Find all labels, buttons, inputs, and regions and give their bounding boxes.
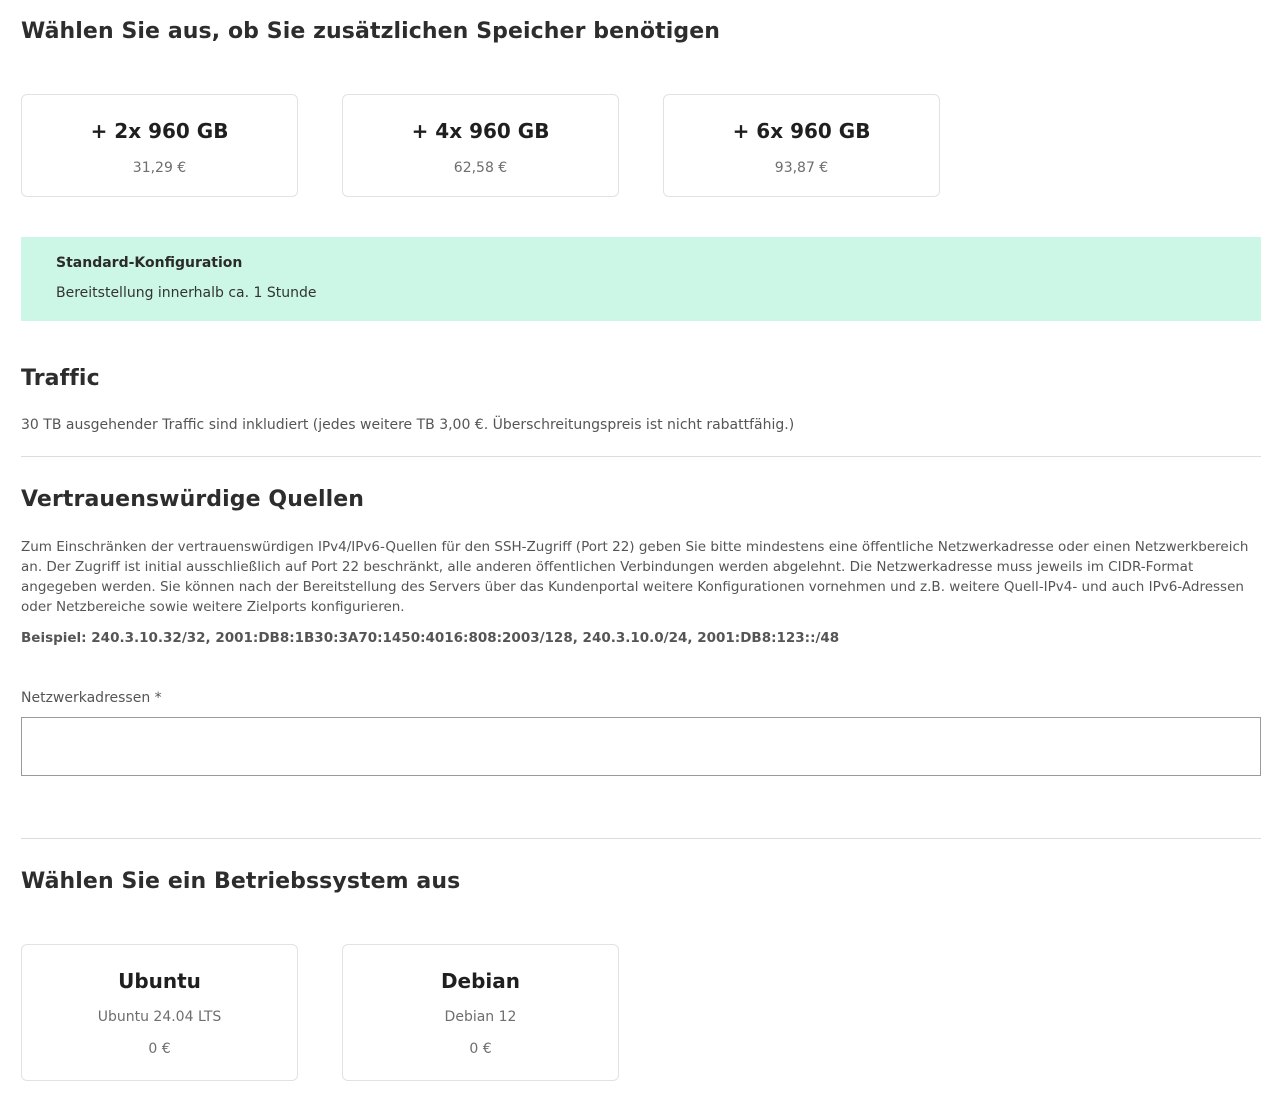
storage-options bbox=[21, 94, 940, 197]
network-addresses-input[interactable] bbox=[21, 717, 1261, 776]
os-option-debian[interactable] bbox=[342, 944, 619, 1081]
storage-option-label: + 2x 960 GB bbox=[90, 119, 229, 143]
os-option-price: 0 € bbox=[469, 1041, 492, 1057]
standard-configuration-banner bbox=[21, 237, 1261, 321]
network-addresses-label: Netzwerkadressen * bbox=[21, 690, 162, 706]
trusted-sources-title: Vertrauenswürdige Quellen bbox=[21, 487, 365, 512]
storage-option-label: + 6x 960 GB bbox=[732, 119, 871, 143]
traffic-section-title: Traffic bbox=[21, 366, 100, 391]
trusted-sources-description: Zum Einschränken der vertrauenswürdigen IPv4/IPv6-Quellen für den SSH-Zugriff (Port 22) geben Sie bitte mindestens eine öffentliche Netzwerkadresse oder einen Netzwerkbereich an. Der Zugriff ist initial ausschließlich auf Port 22 beschränkt, alle anderen öffentlichen Verbindungen werden abgelehnt. Die Netzwerkadresse muss jeweils im CIDR-Format angegeben werden. Sie können nach der Bereitstellung des Servers über das Kundenportal weitere Konfigurationen vornehmen und z.B. weitere Quell-IPv4- und auch IPv6-Adressen oder Netzbereiche sowie weitere Zielports konfigurieren. bbox=[21, 539, 1249, 615]
storage-option-4x960[interactable] bbox=[342, 94, 619, 197]
banner-text: Bereitstellung innerhalb ca. 1 Stunde bbox=[56, 285, 317, 301]
storage-option-price: 62,58 € bbox=[453, 160, 508, 176]
storage-option-2x960[interactable] bbox=[21, 94, 298, 197]
os-option-version: Debian 12 bbox=[444, 1009, 517, 1025]
storage-option-6x960[interactable] bbox=[663, 94, 940, 197]
os-section-title: Wählen Sie ein Betriebssystem aus bbox=[21, 869, 461, 894]
os-option-price: 0 € bbox=[148, 1041, 171, 1057]
storage-option-price: 93,87 € bbox=[774, 160, 829, 176]
storage-option-price: 31,29 € bbox=[132, 160, 187, 176]
os-option-version: Ubuntu 24.04 LTS bbox=[97, 1009, 222, 1025]
traffic-description: 30 TB ausgehender Traffic sind inkludiert (jedes weitere TB 3,00 €. Überschreitungspreis ist nicht rabattfähig.) bbox=[21, 417, 795, 433]
section-divider bbox=[21, 838, 1261, 839]
os-option-ubuntu[interactable] bbox=[21, 944, 298, 1081]
section-divider bbox=[21, 456, 1261, 457]
trusted-sources-example: Beispiel: 240.3.10.32/32, 2001:DB8:1B30:3A70:1450:4016:808:2003/128, 240.3.10.0/24, 2001:DB8:123::/48 bbox=[21, 630, 840, 646]
storage-section-title: Wählen Sie aus, ob Sie zusätzlichen Speicher benötigen bbox=[21, 19, 721, 44]
os-option-name: Debian bbox=[440, 969, 521, 993]
storage-option-label: + 4x 960 GB bbox=[411, 119, 550, 143]
banner-title: Standard-Konfiguration bbox=[56, 255, 243, 271]
os-option-name: Ubuntu bbox=[118, 969, 201, 993]
os-options bbox=[21, 944, 619, 1081]
